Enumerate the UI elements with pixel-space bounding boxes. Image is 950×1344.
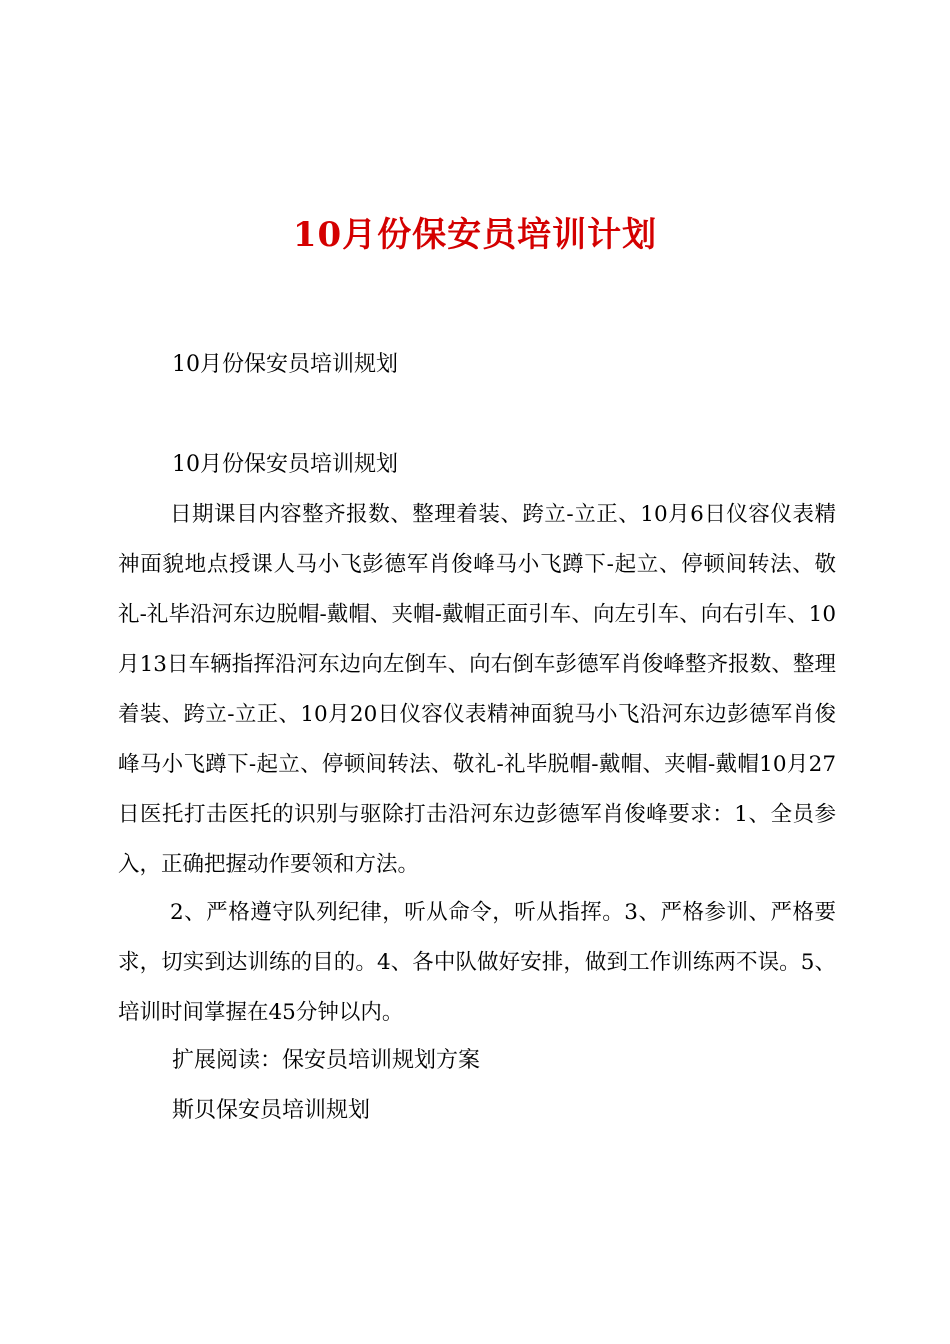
body-paragraph-1: 日期课目内容整齐报数、整理着装、跨立-立正、10月6日仪容仪表精神面貌地点授课人马小飞彭德军肖俊峰马小飞蹲下-起立、停顿间转法、敬礼-礼毕沿河东边脱帽-戴帽、夹帽-戴帽正面引车、向左引车、向右引车、10月13日车辆指挥沿河东边向左倒车、向右倒车彭德军肖俊峰整齐报数、整理着装、跨立-立正、10月20日仪容仪表精神面貌马小飞沿河东边彭德军肖俊峰马小飞蹲下-起立、停顿间转法、敬礼-礼毕脱帽-戴帽、夹帽-戴帽10月27日医托打击医托的识别与驱除打击沿河东边彭德军肖俊峰要求：1、全员参入，正确把握动作要领和方法。 xyxy=(118,502,836,877)
related-title-line: 斯贝保安员培训规划 xyxy=(172,1098,371,1123)
document-title: 10月份保安员培训计划 xyxy=(292,215,658,255)
extended-reading-line: 扩展阅读：保安员培训规划方案 xyxy=(172,1048,481,1073)
body-paragraph-2: 2、严格遵守队列纪律，听从命令，听从指挥。3、严格参训、严格要求，切实到达训练的目的。4、各中队做好安排，做到工作训练两不误。5、培训时间掌握在45分钟以内。 xyxy=(118,900,836,1025)
document-subtitle-1: 10月份保安员培训规划 xyxy=(172,352,398,377)
document-subtitle-2: 10月份保安员培训规划 xyxy=(172,452,398,477)
